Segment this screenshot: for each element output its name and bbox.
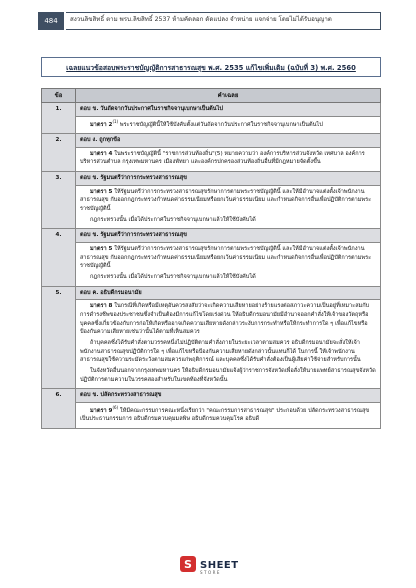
- answer-heading: ตอบ ข. วันถัดจากวันประกาศในราชกิจจานุเบกษาเป็นต้นไป: [76, 103, 381, 117]
- section-reference: มาตรา 4: [90, 150, 113, 157]
- column-header-number: ข้อ: [42, 89, 76, 103]
- answer-explanation: [76, 185, 381, 229]
- answer-heading: ตอบ ข. ปลัดกระทรวงสาธารณสุข: [76, 389, 381, 403]
- explanation-paragraph: [80, 188, 376, 214]
- question-number: 3.: [42, 172, 76, 229]
- answer-heading: ตอบ ข. รัฐมนตรีว่าการกระทรวงสาธารณสุข: [76, 172, 381, 186]
- question-number: 2.: [42, 134, 76, 172]
- section-reference: มาตรา 8: [90, 303, 113, 310]
- question-heading-row: [42, 229, 381, 243]
- answer-heading: ตอบ ค. อธิบดีกรมอนามัย: [76, 286, 381, 300]
- explanation-paragraph: [80, 245, 376, 271]
- paragraph-text: ในจังหวัดอื่นนอกจากกรุงเทพมหานคร ให้อธิบดีกรมอนามัยแจ้งผู้ว่าราชการจังหวัดเพื่อสั่งให้นายแพทย์สาธารณสุขจังหวัดปฏิบัติการตามความในวรรคสองสำหรับในเขตท้องที่จังหวัดนั้น: [80, 367, 376, 383]
- answer-body-row: [42, 402, 381, 428]
- question-number: 5.: [42, 286, 76, 389]
- question-heading-row: [42, 103, 381, 117]
- section-reference: มาตรา 5: [90, 246, 113, 253]
- explanation-paragraph: [80, 273, 376, 282]
- explanation-paragraph: [80, 339, 376, 365]
- footnote-marker: (1): [112, 118, 119, 124]
- logo-text: SHEET: [200, 560, 239, 571]
- explanation-paragraph: [80, 367, 376, 384]
- answer-explanation: [76, 116, 381, 134]
- explanation-paragraph: [80, 150, 376, 167]
- answer-explanation: [76, 402, 381, 428]
- paragraph-text: ในพระราชบัญญัตินี้ "ราชการส่วนท้องถิ่น"(5) หมายความว่า องค์การบริหารส่วนจังหวัด เทศบาล องค์การบริหารส่วนตำบล กรุงเทพมหานคร เมืองพัทยา และองค์กรปกครองส่วนท้องถิ่นอื่นที่มีกฎหมายจัดตั้งขึ้น: [80, 150, 365, 166]
- logo-subtext: STORE: [200, 570, 221, 575]
- section-reference: มาตรา 2: [90, 121, 113, 128]
- footnote-marker: (6): [112, 404, 119, 410]
- answer-explanation: [76, 300, 381, 389]
- explanation-paragraph: [80, 119, 376, 130]
- answer-body-row: [42, 116, 381, 134]
- question-number: 4.: [42, 229, 76, 286]
- column-header-answer: คำเฉลย: [76, 89, 381, 103]
- question-heading-row: [42, 134, 381, 148]
- publisher-logo: [180, 553, 239, 575]
- copyright-notice: สงวนลิขสิทธิ์ ตาม พรบ.ลิขสิทธิ์ 2537 ห้ามคัดลอก ดัดแปลง จำหน่าย แจกจ่าย โดยไม่ได้รับอนุญาต: [70, 16, 332, 23]
- answer-explanation: [76, 147, 381, 171]
- paragraph-text: กฎกระทรวงนั้น เมื่อได้ประกาศในราชกิจจานุเบกษาแล้วให้ใช้บังคับได้: [90, 216, 256, 223]
- paragraph-text: ถ้าบุคคลซึ่งได้รับคำสั่งตามวรรคหนึ่งไม่ปฏิบัติตามคำสั่งภายในระยะเวลาตามสมควร อธิบดีกรมอนามัยจะสั่งให้เจ้าพนักงานสาธารณสุขปฏิบัติการใด ๆ เพื่อแก้ไขหรือป้องกันความเสียหายดังกล่าวนั้นแทนก็ได้ ในการนี้ ให้เจ้าพนักงานสาธารณสุขใช้ความระมัดระวังตามสมควรแก่พฤติการณ์ และบุคคลซึ่งได้รับคำสั่งต้องเป็นผู้เสียค่าใช้จ่ายสำหรับการนั้น: [80, 339, 361, 364]
- paragraph-text: กฎกระทรวงนั้น เมื่อได้ประกาศในราชกิจจานุเบกษาแล้วให้ใช้บังคับได้: [90, 274, 256, 281]
- answer-body-row: [42, 147, 381, 171]
- question-number: 1.: [42, 103, 76, 134]
- paragraph-text: พระราชบัญญัตินี้ให้ใช้บังคับตั้งแต่วันถัดจากวันประกาศในราชกิจจานุเบกษาเป็นต้นไป: [118, 121, 323, 128]
- answer-explanation: [76, 243, 381, 287]
- explanation-paragraph: [80, 216, 376, 225]
- answer-body-row: [42, 185, 381, 229]
- answer-body-row: [42, 243, 381, 287]
- question-number: 6.: [42, 389, 76, 429]
- paragraph-text: ให้มีคณะกรรมการคณะหนึ่งเรียกว่า "คณะกรรมการสาธารณสุข" ประกอบด้วย ปลัดกระทรวงสาธารณสุขเป็นประธานกรรมการ อธิบดีกรมควบคุมมลพิษ อธิบดีกรมควบคุมโรค อธิบดี: [80, 407, 370, 423]
- explanation-paragraph: [80, 405, 376, 424]
- answer-heading: ตอบ ข. รัฐมนตรีว่าการกระทรวงสาธารณสุข: [76, 229, 381, 243]
- answer-heading: ตอบ ง. ถูกทุกข้อ: [76, 134, 381, 148]
- answer-table: [41, 88, 381, 429]
- question-heading-row: [42, 172, 381, 186]
- document-title: เฉลยแนวข้อสอบพระราชบัญญัติการสาธารณสุข พ.ศ. 2535 แก้ไขเพิ่มเติม (ฉบับที่ 3) พ.ศ. 2560: [41, 57, 381, 77]
- paragraph-text: ให้รัฐมนตรีว่าการกระทรวงสาธารณสุขรักษาการตามพระราชบัญญัตินี้ และให้มีอำนาจแต่งตั้งเจ้าพนักงานสาธารณสุข กับออกกฎกระทรวงกำหนดค่าธรรมเนียมหรือยกเว้นค่าธรรมเนียม และกำหนดกิจการอื่นเพื่อปฏิบัติการตามพระราชบัญญัตินี้: [80, 188, 372, 213]
- question-heading-row: [42, 389, 381, 403]
- explanation-paragraph: [80, 302, 376, 337]
- logo-mark-icon: S: [180, 556, 196, 572]
- question-heading-row: [42, 286, 381, 300]
- section-reference: มาตรา 9: [90, 407, 113, 414]
- paragraph-text: ในกรณีที่เกิดหรือมีเหตุอันควรสงสัยว่าจะเกิดความเสียหายอย่างร้ายแรงต่อสภาวะความเป็นอยู่ที่เหมาะสมกับการดำรงชีพของประชาชนซึ่งจำเป็นต้องมีการแก้ไขโดยเร่งด่วน ให้อธิบดีกรมอนามัยมีอำนาจออกคำสั่งให้เจ้าของวัตถุหรือบุคคลซึ่งเกี่ยวข้องกับการก่อให้เกิดหรืออาจเกิดความเสียหายดังกล่าวระงับการกระทำหรือให้กระทำการใด ๆ เพื่อแก้ไขหรือป้องกันความเสียหายเช่นว่านั้นได้ตามที่เห็นสมควร: [80, 303, 370, 336]
- section-reference: มาตรา 5: [90, 188, 113, 195]
- paragraph-text: ให้รัฐมนตรีว่าการกระทรวงสาธารณสุขรักษาการตามพระราชบัญญัตินี้ และให้มีอำนาจแต่งตั้งเจ้าพนักงานสาธารณสุข กับออกกฎกระทรวงกำหนดค่าธรรมเนียมหรือยกเว้นค่าธรรมเนียม และกำหนดกิจการอื่นเพื่อปฏิบัติการตามพระราชบัญญัตินี้: [80, 246, 372, 270]
- answer-body-row: [42, 300, 381, 389]
- page-number: 484: [38, 12, 64, 30]
